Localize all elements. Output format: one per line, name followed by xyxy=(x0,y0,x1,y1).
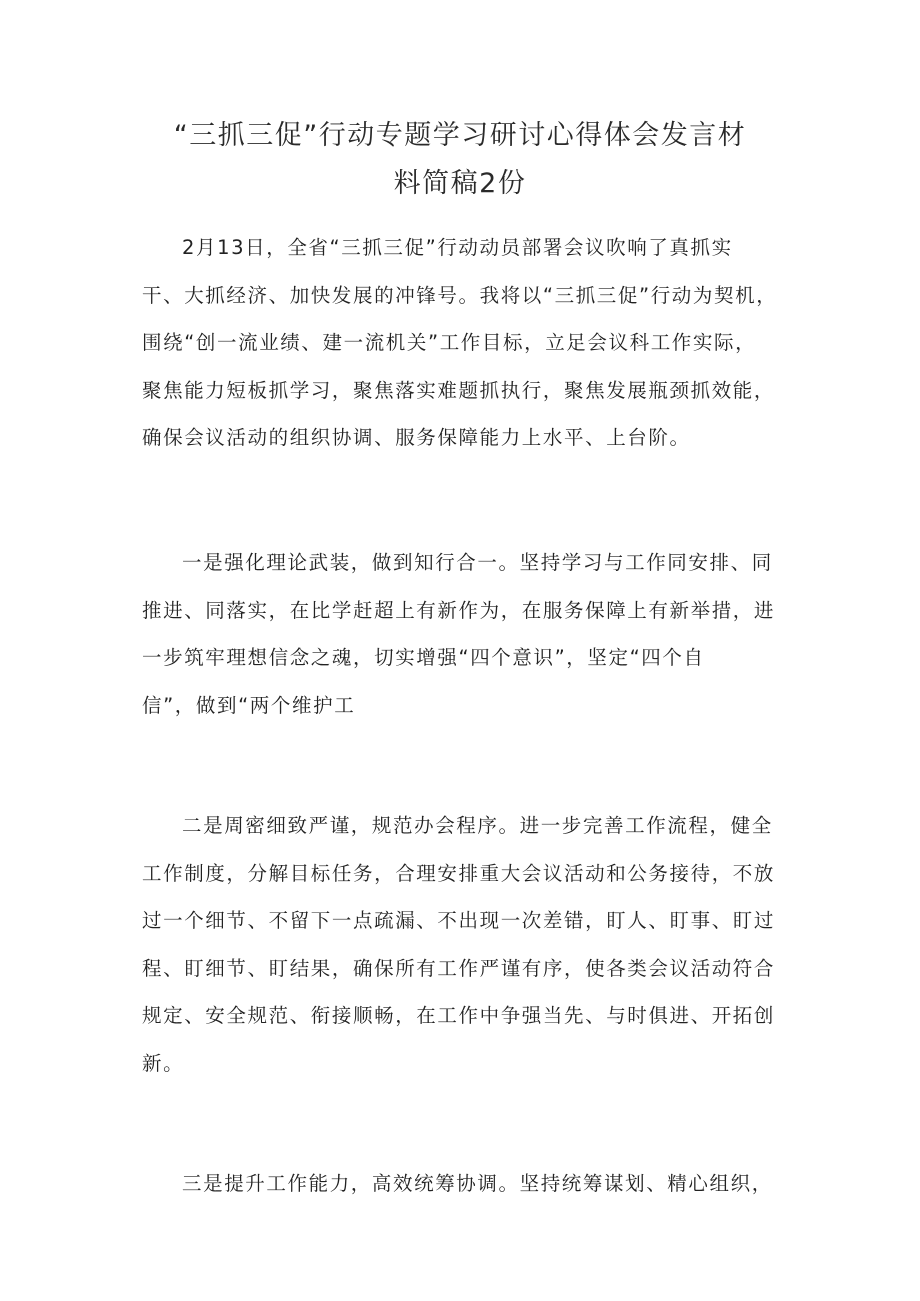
document-title-line-2: 料简稿2份 xyxy=(393,168,527,199)
paragraph-line: 确保会议活动的组织协调、服务保障能力上水平、上台阶。 xyxy=(142,426,691,449)
paragraph-line: 新。 xyxy=(142,1051,185,1075)
paragraph-line: 工作制度，分解目标任务，合理安排重大会议活动和公务接待，不放 xyxy=(142,861,776,885)
paragraph-intro xyxy=(142,224,802,462)
paragraph-line: 一是强化理论武装，做到知行合一。坚持学习与工作同安排、同 xyxy=(182,551,773,574)
paragraph-line: 二是周密细致严谨，规范办会程序。进一步完善工作流程，健全 xyxy=(182,814,773,837)
document-title-line-1: “三抓三促”行动专题学习研讨心得体会发言材 xyxy=(173,120,747,151)
paragraph-line: 信”，做到“两个维护工 xyxy=(142,693,356,717)
paragraph-point-1 xyxy=(142,539,802,729)
paragraph-line: 一步筑牢理想信念之魂，切实增强“四个意识”，坚定“四个自 xyxy=(142,646,705,669)
paragraph-point-3 xyxy=(142,1160,802,1208)
paragraph-line: 推进、同落实，在比学赶超上有新作为，在服务保障上有新举措，进 xyxy=(142,598,776,622)
paragraph-line: 规定、安全规范、衔接顺畅，在工作中争强当先、与时俱进、开拓创 xyxy=(142,1004,776,1027)
paragraph-line: 干、大抓经济、加快发展的冲锋号。我将以“三抓三促”行动为契机， xyxy=(142,283,778,307)
paragraph-line: 程、盯细节、盯结果，确保所有工作严谨有序，使各类会议活动符合 xyxy=(142,956,776,980)
paragraph-line: 三是提升工作能力，高效统筹协调。坚持统筹谋划、精心组织， xyxy=(182,1172,773,1195)
paragraph-line: 围绕“创一流业绩、建一流机关”工作目标，立足会议科工作实际， xyxy=(142,331,757,354)
paragraph-line: 过一个细节、不留下一点疏漏、不出现一次差错，盯人、盯事、盯过 xyxy=(142,909,776,932)
paragraph-point-2 xyxy=(142,802,802,1087)
paragraph-line: 聚焦能力短板抓学习，聚焦落实难题抓执行，聚焦发展瓶颈抓效能， xyxy=(142,378,776,402)
paragraph-line: 2月13日，全省“三抓三促”行动动员部署会议吹响了真抓实 xyxy=(182,236,733,259)
